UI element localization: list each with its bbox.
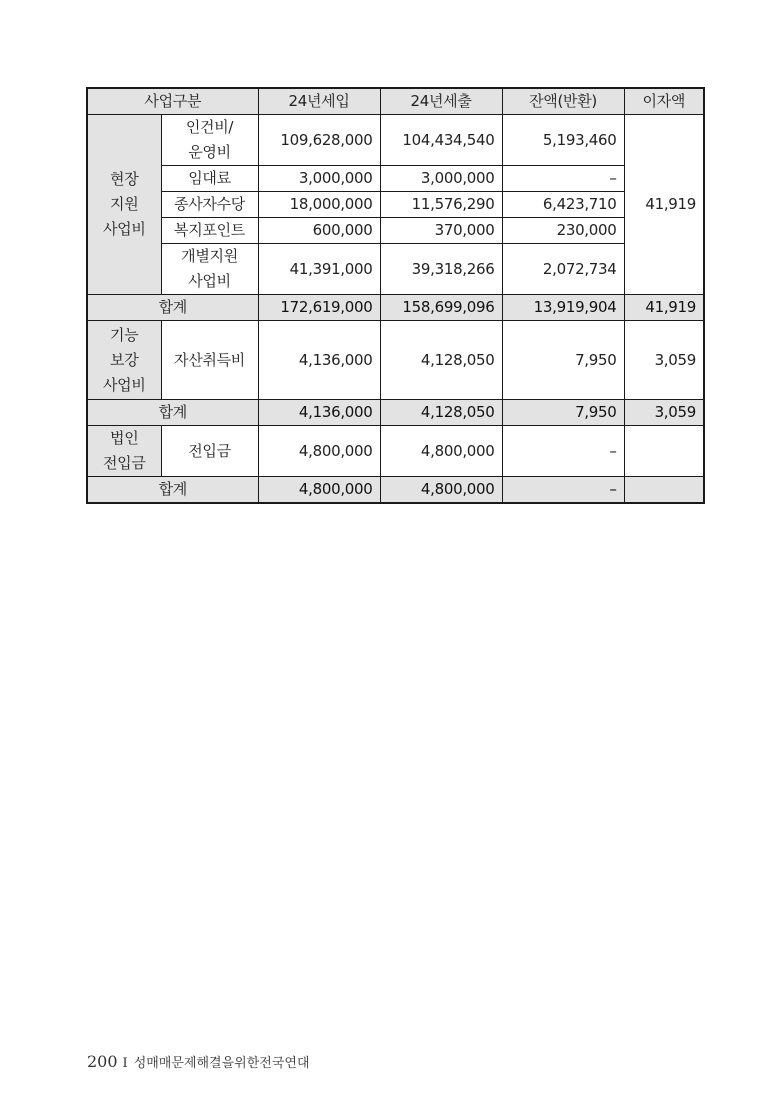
header-income: 24년세입 (258, 88, 380, 115)
interest-cell (624, 426, 704, 477)
header-expense: 24년세출 (380, 88, 502, 115)
item-cell: 개별지원 사업비 (161, 244, 258, 295)
balance-cell: – (502, 426, 624, 477)
table-row (87, 192, 704, 218)
total-row (87, 477, 704, 504)
table-row (87, 166, 704, 192)
total-row (87, 400, 704, 426)
interest-cell: 3,059 (624, 321, 704, 400)
page-number: 200 (87, 1052, 118, 1071)
total-label-cell: 합계 (87, 477, 258, 504)
income-cell: 41,391,000 (258, 244, 380, 295)
table-row (87, 218, 704, 244)
item-cell: 종사자수당 (161, 192, 258, 218)
total-income-cell: 4,136,000 (258, 400, 380, 426)
income-cell: 3,000,000 (258, 166, 380, 192)
total-balance-cell: – (502, 477, 624, 504)
income-cell: 18,000,000 (258, 192, 380, 218)
total-balance-cell: 7,950 (502, 400, 624, 426)
group-label-cell: 기능 보강 사업비 (87, 321, 161, 400)
balance-cell: 2,072,734 (502, 244, 624, 295)
total-expense-cell: 4,800,000 (380, 477, 502, 504)
income-cell: 4,800,000 (258, 426, 380, 477)
total-label-cell: 합계 (87, 295, 258, 321)
table-row (87, 244, 704, 295)
table-body (87, 115, 704, 504)
interest-cell: 41,919 (624, 115, 704, 295)
total-interest-cell: 3,059 (624, 400, 704, 426)
balance-cell: 6,423,710 (502, 192, 624, 218)
header-category: 사업구분 (87, 88, 258, 115)
group-label-cell: 법인 전입금 (87, 426, 161, 477)
item-cell: 임대료 (161, 166, 258, 192)
expense-cell: 104,434,540 (380, 115, 502, 166)
income-cell: 4,136,000 (258, 321, 380, 400)
balance-cell: 5,193,460 (502, 115, 624, 166)
balance-cell: – (502, 166, 624, 192)
total-expense-cell: 158,699,096 (380, 295, 502, 321)
expense-cell: 4,800,000 (380, 426, 502, 477)
item-cell: 자산취득비 (161, 321, 258, 400)
expense-cell: 370,000 (380, 218, 502, 244)
item-cell: 복지포인트 (161, 218, 258, 244)
expense-cell: 39,318,266 (380, 244, 502, 295)
expense-cell: 11,576,290 (380, 192, 502, 218)
expense-cell: 4,128,050 (380, 321, 502, 400)
total-interest-cell (624, 477, 704, 504)
table-row (87, 426, 704, 477)
total-income-cell: 4,800,000 (258, 477, 380, 504)
table-row (87, 321, 704, 400)
total-balance-cell: 13,919,904 (502, 295, 624, 321)
page-footer (87, 1052, 310, 1071)
income-cell: 109,628,000 (258, 115, 380, 166)
budget-table (86, 87, 705, 504)
balance-cell: 230,000 (502, 218, 624, 244)
header-balance: 잔액(반환) (502, 88, 624, 115)
balance-cell: 7,950 (502, 321, 624, 400)
total-interest-cell: 41,919 (624, 295, 704, 321)
group-label-cell: 현장 지원 사업비 (87, 115, 161, 295)
total-row (87, 295, 704, 321)
header-interest: 이자액 (624, 88, 704, 115)
table-row (87, 115, 704, 166)
expense-cell: 3,000,000 (380, 166, 502, 192)
publication-name: 성매매문제해결을위한전국연대 (133, 1056, 310, 1071)
total-expense-cell: 4,128,050 (380, 400, 502, 426)
income-cell: 600,000 (258, 218, 380, 244)
total-label-cell: 합계 (87, 400, 258, 426)
total-income-cell: 172,619,000 (258, 295, 380, 321)
item-cell: 전입금 (161, 426, 258, 477)
footer-separator: I (122, 1056, 128, 1071)
item-cell: 인건비/ 운영비 (161, 115, 258, 166)
header-row (87, 88, 704, 115)
